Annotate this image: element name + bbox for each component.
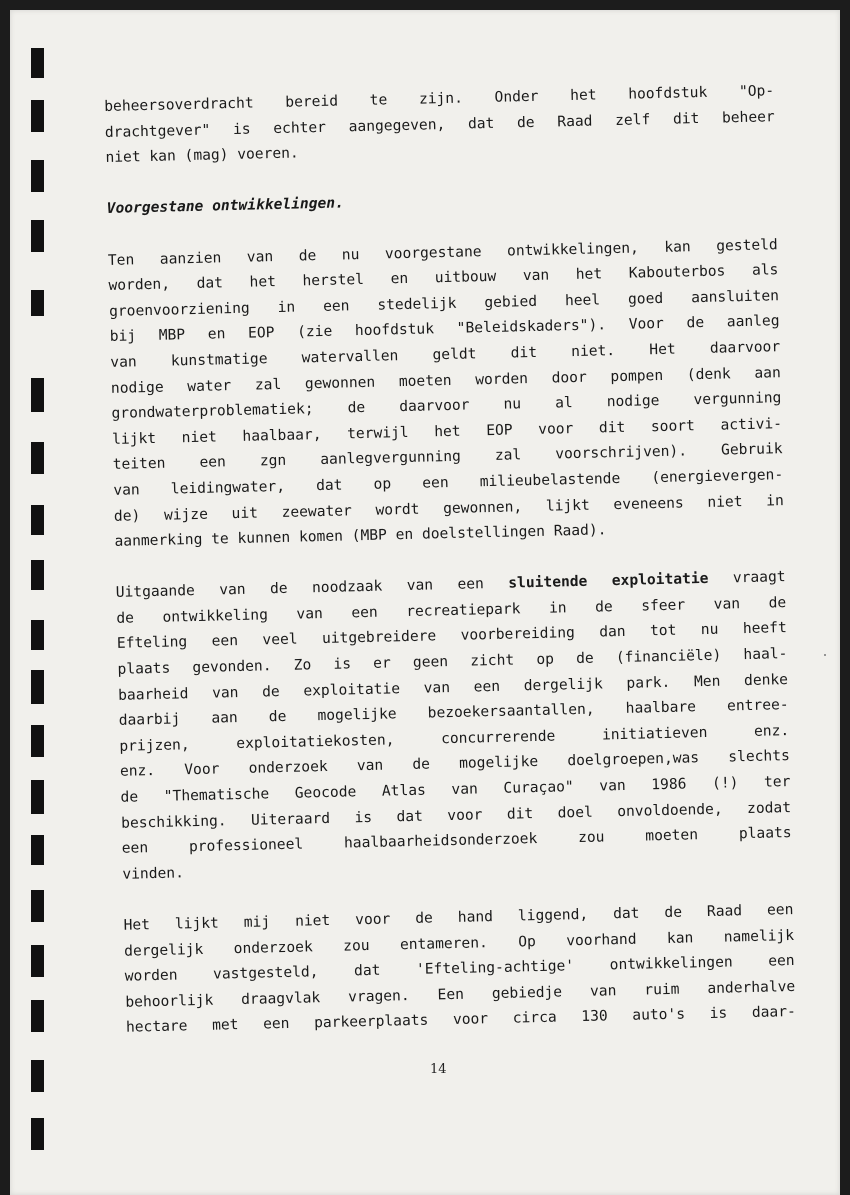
text-line: aanmerking te kunnen komen (MBP en doelstellingen Raad). (114, 521, 607, 550)
text-segment: Uitgaande van de noodzaak van een (115, 574, 509, 602)
page-number: 14 (430, 1062, 447, 1077)
paragraph (115, 564, 792, 887)
binding-hole (31, 1118, 44, 1150)
text-line: een professioneel haalbaarheidsonderzoek zou moeten plaats (121, 824, 792, 858)
text-line: de) wijze uit zeewater wordt gewonnen, lijkt eveneens niet in (113, 491, 784, 525)
text-line: van leidingwater, dat op een milieubelastende (energievergen- (113, 466, 784, 499)
text-line: grondwaterproblematiek; de daarvoor nu al nodige vergunning (111, 389, 782, 423)
text-line: Het lijkt mij niet voor de hand liggend, dat de Raad een (123, 900, 794, 934)
binding-hole (31, 945, 44, 977)
section-heading: Voorgestane ontwikkelingen. (106, 194, 345, 218)
text-line: plaats gevonden. Zo is er geen zicht op de (financiële) haal- (117, 645, 788, 678)
binding-hole (31, 620, 44, 650)
text-line: Efteling een veel uitgebreidere voorbereiding dan tot nu heeft (116, 619, 787, 653)
paper-speck (824, 654, 826, 656)
text-line: nodige water zal gewonnen moeten worden door pompen (denk aan (110, 363, 781, 397)
text-line: dergelijk onderzoek zou entameren. Op voorhand kan namelijk (123, 926, 795, 960)
text-line: hectare met een parkeerplaats voor circa 130 auto's is daar- (125, 1003, 797, 1037)
binding-hole (31, 835, 44, 865)
binding-hole (31, 725, 44, 757)
binding-hole (31, 442, 44, 474)
text-line: worden vastgesteld, dat 'Efteling-achtige' ontwikkelingen een (124, 952, 795, 985)
document-page (10, 10, 840, 1195)
binding-hole (31, 378, 44, 412)
binding-hole (31, 160, 44, 192)
text-line: niet kan (mag) voeren. (105, 144, 299, 167)
text-line: enz. Voor onderzoek van de mogelijke doelgroepen,was slechts (119, 747, 790, 781)
text-line: worden, dat het herstel en uitbouw van het Kabouterbos als (108, 261, 779, 295)
text-line: beschikking. Uiteraard is dat voor dit doel onvoldoende, zodat (120, 798, 792, 832)
body-text (104, 78, 796, 1040)
binding-hole (31, 890, 44, 922)
binding-hole (31, 220, 44, 252)
text-line: Ten aanzien van de nu voorgestane ontwikkelingen, kan gesteld (107, 235, 778, 269)
text-line: lijkt niet haalbaar, terwijl het EOP voor dit soort activi- (111, 414, 783, 448)
text-line: prijzen, exploitatiekosten, concurrerende initiatieven enz. (119, 721, 790, 755)
binding-hole (31, 48, 44, 78)
paragraph (123, 897, 796, 1041)
text-line: teiten een zgn aanlegvergunning zal voorschrijven). Gebruik (112, 440, 783, 474)
binding-hole (31, 290, 44, 316)
paragraph (108, 232, 785, 555)
binding-hole (31, 780, 44, 814)
text-line: baarheid van de exploitatie van een dergelijk park. Men denke (117, 670, 789, 704)
text-line: de "Thematische Geocode Atlas van Curaçao" van 1986 (!) ter (120, 773, 791, 806)
text-line: de ontwikkeling van een recreatiepark in de sfeer van de (116, 593, 787, 627)
binding-hole (31, 560, 44, 590)
text-line: behoorlijk draagvlak vragen. Een gebiedje van ruim anderhalve (125, 977, 796, 1011)
text-line: van kunstmatige watervallen geldt dit niet. Het daarvoor (110, 338, 781, 371)
text-line: bij MBP en EOP (zie hoofdstuk "Beleidskaders"). Voor de aanleg (109, 312, 780, 346)
bold-emphasis: sluitende exploitatie (508, 570, 709, 592)
binding-hole (31, 505, 44, 535)
binding-hole (31, 100, 44, 132)
text-line: drachtgever" is echter aangegeven, dat de Raad zelf dit beheer (104, 107, 775, 141)
text-line: groenvoorziening in een stedelijk gebied heel goed aansluiten (108, 286, 780, 320)
text-line: vinden. (122, 864, 185, 883)
text-line: beheersoverdracht bereid te zijn. Onder het hoofdstuk "Op- (104, 82, 775, 115)
binding-hole (31, 670, 44, 704)
text-line: daarbij aan de mogelijke bezoekersaantallen, haalbare entree- (118, 696, 789, 730)
binding-hole (31, 1000, 44, 1032)
text-segment: vraagt (708, 568, 786, 588)
binding-hole (31, 1060, 44, 1092)
